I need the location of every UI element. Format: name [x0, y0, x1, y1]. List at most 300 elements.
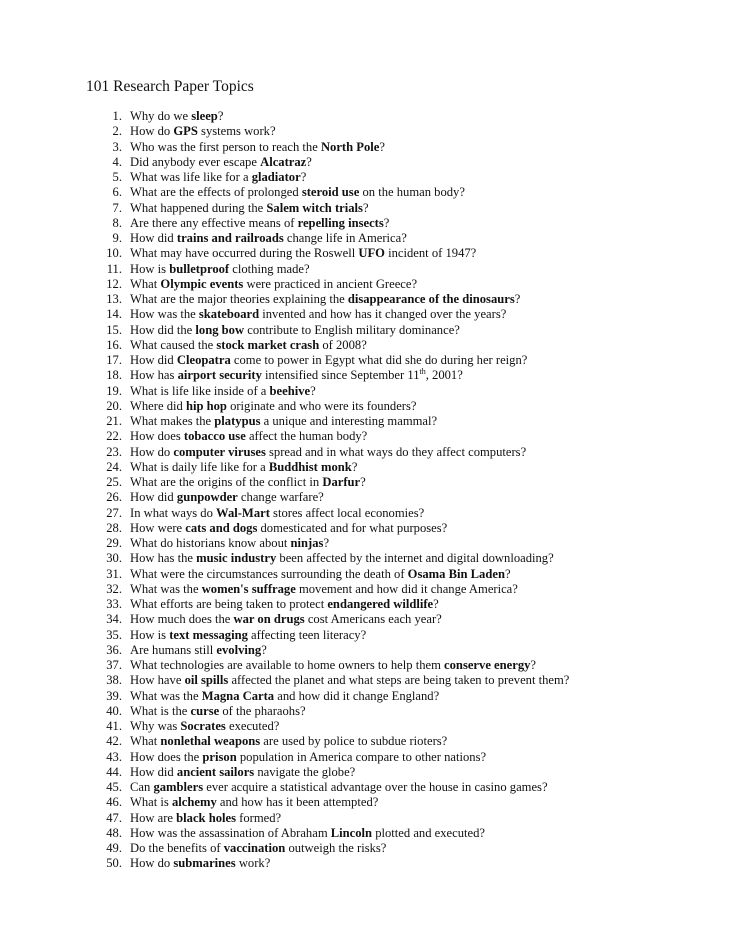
item-text-part: How did — [130, 764, 177, 779]
item-text-part: cost Americans each year? — [304, 612, 442, 627]
topic-keyword: Darfur — [322, 475, 361, 489]
item-number: 28. — [106, 520, 122, 535]
item-text — [130, 445, 526, 460]
item-number: 31. — [106, 566, 122, 581]
item-text — [130, 704, 306, 719]
item-text — [130, 551, 554, 566]
list-item — [86, 185, 569, 200]
list-item — [86, 307, 569, 322]
list-item — [86, 170, 569, 185]
item-text-part: How does — [130, 429, 184, 444]
list-item — [86, 536, 569, 551]
item-text-part: Do the benefits of — [130, 841, 224, 855]
item-text-part: ? — [360, 475, 366, 489]
item-number: 43. — [106, 749, 122, 764]
item-text-part: How much does the — [130, 612, 234, 627]
list-item — [86, 262, 569, 277]
item-number: 48. — [106, 825, 122, 840]
page-title: 101 Research Paper Topics — [86, 78, 254, 95]
item-text-part: How does the — [130, 749, 203, 764]
topic-keyword: skateboard — [198, 307, 260, 322]
item-text — [130, 170, 306, 185]
item-text — [130, 460, 357, 475]
list-item — [86, 246, 569, 261]
item-number: 37. — [106, 658, 122, 672]
item-text-part: population in America compare to other nations? — [236, 749, 487, 764]
item-text-part: How did — [130, 353, 177, 367]
item-text-part: of the pharaohs? — [219, 703, 306, 718]
item-text-part: Who was the first person to reach the — [130, 139, 321, 154]
item-text — [130, 567, 511, 582]
item-text — [130, 246, 476, 261]
item-text — [130, 811, 281, 826]
list-item — [86, 399, 569, 414]
item-text — [130, 277, 417, 292]
item-text-part: What efforts are being taken to protect — [130, 597, 328, 611]
topic-keyword: ninjas — [290, 536, 324, 550]
item-text — [130, 262, 310, 277]
item-number: 6. — [112, 185, 122, 200]
topic-keyword: Lincoln — [330, 825, 373, 840]
topic-keyword: Wal-Mart — [216, 505, 270, 520]
item-number: 9. — [112, 231, 122, 245]
item-text-part: navigate the globe? — [254, 764, 356, 779]
item-text-part: come to power in Egypt what did she do during her reign? — [230, 353, 528, 367]
item-text — [130, 231, 407, 246]
list-item — [86, 734, 569, 749]
item-text-part: How have — [130, 673, 185, 688]
item-text — [130, 323, 460, 338]
item-number: 16. — [106, 337, 122, 352]
topic-keyword: stock market crash — [216, 337, 320, 352]
list-item — [86, 201, 569, 216]
list-item — [86, 338, 569, 353]
list-item — [86, 490, 569, 505]
item-text-part: domesticated and for what purposes? — [257, 520, 448, 535]
item-text — [130, 597, 439, 612]
item-text-part: incident of 1947? — [384, 246, 477, 261]
topic-keyword: nonlethal weapons — [160, 734, 261, 749]
item-text-part: on the human body? — [359, 185, 465, 200]
item-text-part: How did — [130, 490, 177, 505]
topic-keyword: Buddhist monk — [268, 459, 352, 474]
item-text-part: stores affect local economies? — [269, 505, 425, 520]
item-number: 44. — [106, 764, 122, 779]
item-text-part: What is life like inside of a — [130, 383, 270, 398]
item-text-part: been affected by the internet and digital downloading? — [276, 551, 554, 566]
topic-keyword: gunpowder — [176, 490, 238, 505]
item-text-part: formed? — [236, 810, 282, 825]
item-text — [130, 734, 447, 749]
item-text-part: What is — [130, 795, 172, 810]
item-text — [130, 765, 355, 780]
list-item — [86, 445, 569, 460]
item-text — [130, 368, 463, 383]
topic-keyword: war on drugs — [233, 612, 305, 627]
item-text-part: invented and how has it changed over the years? — [259, 307, 507, 322]
topic-keyword: ancient sailors — [176, 764, 255, 779]
topic-keyword: Magna Carta — [201, 688, 275, 703]
item-text-part: change life in America? — [283, 231, 407, 245]
list-item — [86, 521, 569, 536]
item-text-part: How was the assassination of Abraham — [130, 825, 331, 840]
item-number: 13. — [106, 292, 122, 306]
list-item — [86, 384, 569, 399]
item-text-part: and how did it change England? — [274, 688, 440, 703]
item-number: 39. — [106, 688, 122, 703]
item-number: 14. — [106, 307, 122, 322]
item-text-part: outweigh the risks? — [285, 841, 387, 855]
list-item — [86, 109, 569, 124]
item-text-part: What makes the — [130, 414, 215, 428]
item-text-part: How is — [130, 261, 170, 276]
topic-keyword: text messaging — [169, 627, 248, 642]
item-text-part: What happened during the — [130, 200, 267, 215]
item-text — [130, 780, 548, 795]
list-item — [86, 826, 569, 841]
topic-keyword: gladiator — [251, 170, 301, 184]
item-text-part: ? — [323, 536, 330, 550]
topic-keyword: North Pole — [320, 139, 380, 154]
item-text — [130, 414, 437, 429]
list-item — [86, 551, 569, 566]
item-number: 11. — [106, 261, 122, 276]
topic-keyword: music industry — [196, 551, 277, 566]
item-text-part: What were the circumstances surrounding the death of — [130, 566, 408, 581]
item-text-part: ? — [514, 292, 521, 306]
item-number: 26. — [106, 490, 122, 505]
item-text-part: movement and how did it change America? — [295, 581, 518, 596]
item-text-part: How was the — [130, 307, 199, 322]
item-text-part: originate and who were its founders? — [226, 398, 417, 413]
item-text-part: What technologies are available to home owners to help them — [130, 658, 445, 672]
item-text-part: How do — [130, 444, 174, 459]
item-text-part: How do — [130, 856, 174, 871]
item-text — [130, 506, 424, 521]
item-text-part: How is — [130, 627, 170, 642]
list-item — [86, 429, 569, 444]
item-number: 49. — [106, 841, 122, 855]
list-item — [86, 140, 569, 155]
item-number: 24. — [106, 459, 122, 474]
item-text-part: How do — [130, 124, 174, 139]
item-text-part: Did anybody ever escape — [130, 154, 261, 169]
list-item — [86, 673, 569, 688]
item-number: 27. — [106, 505, 122, 520]
list-item — [86, 277, 569, 292]
topic-keyword: steroid use — [301, 185, 360, 200]
item-number: 41. — [106, 719, 122, 733]
item-text-part: What was life like for a — [130, 170, 252, 184]
list-item — [86, 856, 569, 871]
item-text-part: ? — [530, 658, 537, 672]
topic-keyword: gamblers — [153, 780, 204, 794]
item-text — [130, 582, 518, 597]
list-item — [86, 368, 569, 383]
item-text-part: intensified since September 11 — [261, 368, 420, 383]
item-text — [130, 338, 367, 353]
topic-keyword: hip hop — [185, 398, 227, 413]
item-number: 30. — [106, 551, 122, 566]
list-item — [86, 765, 569, 780]
item-number: 29. — [106, 536, 122, 550]
item-text — [130, 536, 329, 551]
list-item — [86, 582, 569, 597]
topic-keyword: Alcatraz — [260, 154, 307, 169]
list-item — [86, 231, 569, 246]
item-text-part: ? — [379, 139, 385, 154]
item-text — [130, 399, 416, 414]
item-text — [130, 719, 279, 734]
list-item — [86, 750, 569, 765]
item-text — [130, 750, 486, 765]
topic-keyword: Olympic events — [160, 276, 244, 291]
item-number: 38. — [106, 673, 122, 688]
item-text-part: What — [130, 734, 161, 749]
item-number: 34. — [106, 612, 122, 627]
item-text-part: What is the — [130, 703, 191, 718]
item-text — [130, 109, 223, 124]
item-number: 40. — [106, 703, 122, 718]
topic-keyword: sleep — [191, 109, 218, 123]
item-text-part: How did the — [130, 322, 196, 337]
item-number: 35. — [106, 627, 122, 642]
list-item — [86, 475, 569, 490]
item-text — [130, 841, 386, 856]
topic-keyword: trains and railroads — [176, 231, 284, 245]
item-text-part: and how has it been attempted? — [216, 795, 379, 810]
list-item — [86, 811, 569, 826]
item-number: 15. — [106, 322, 122, 337]
topic-keyword: oil spills — [184, 673, 229, 688]
item-text-part: ? — [362, 200, 369, 215]
item-text-part: spread and in what ways do they affect computers? — [265, 444, 527, 459]
item-text-part: ? — [383, 215, 390, 230]
item-text-part: Where did — [130, 398, 186, 413]
topic-keyword: vaccination — [223, 841, 286, 855]
item-text — [130, 124, 276, 139]
item-number: 1. — [112, 109, 122, 123]
list-item — [86, 780, 569, 795]
item-text — [130, 155, 312, 170]
topic-keyword: prison — [202, 749, 237, 764]
item-text-part: ? — [504, 566, 511, 581]
item-text-part: contribute to English military dominance? — [244, 322, 460, 337]
topic-keyword: GPS — [173, 124, 198, 139]
list-item — [86, 795, 569, 810]
item-text-part: How are — [130, 810, 177, 825]
item-text — [130, 140, 385, 155]
item-number: 7. — [112, 200, 122, 215]
item-text-part: What may have occurred during the Roswell — [130, 246, 359, 261]
list-item — [86, 460, 569, 475]
item-number: 50. — [106, 856, 122, 871]
item-text — [130, 429, 367, 444]
item-text-part: ? — [261, 642, 267, 657]
item-text-part: affecting teen literacy? — [247, 627, 367, 642]
item-text-part: change warfare? — [237, 490, 324, 505]
ordinal-suffix: th — [419, 367, 426, 377]
topic-keyword: airport security — [177, 368, 262, 383]
topic-keyword: disappearance of the dinosaurs — [347, 292, 515, 306]
item-text-part: executed? — [225, 719, 280, 733]
item-text — [130, 216, 389, 231]
topic-keyword: conserve energy — [444, 658, 531, 672]
item-number: 47. — [106, 810, 122, 825]
topic-keyword: alchemy — [171, 795, 217, 810]
item-text — [130, 521, 447, 536]
item-text — [130, 643, 267, 658]
topic-list — [86, 109, 569, 872]
item-text — [130, 856, 270, 871]
item-text-part: How were — [130, 520, 186, 535]
item-text — [130, 384, 316, 399]
list-item — [86, 719, 569, 734]
list-item — [86, 643, 569, 658]
item-text-part: were practiced in ancient Greece? — [243, 276, 418, 291]
item-text-part: What was the — [130, 581, 202, 596]
topic-keyword: evolving — [216, 642, 262, 657]
list-item — [86, 216, 569, 231]
item-text-part: What — [130, 276, 161, 291]
item-text — [130, 490, 324, 505]
item-number: 23. — [106, 444, 122, 459]
topic-keyword: curse — [190, 703, 220, 718]
topic-keyword: cats and dogs — [185, 520, 258, 535]
list-item — [86, 567, 569, 582]
item-number: 46. — [106, 795, 122, 810]
item-text-part: What is daily life like for a — [130, 459, 269, 474]
item-text-part: What do historians know about — [130, 536, 291, 550]
list-item — [86, 658, 569, 673]
item-text-part: ? — [306, 154, 312, 169]
list-item — [86, 597, 569, 612]
item-text-part: ? — [310, 383, 316, 398]
item-text-part: ? — [433, 597, 439, 611]
item-text-part: ? — [351, 459, 358, 474]
item-text-part: ? — [217, 109, 224, 123]
list-item — [86, 841, 569, 856]
item-text — [130, 353, 527, 368]
item-text-part: What are the origins of the conflict in — [130, 475, 323, 489]
item-text — [130, 292, 520, 307]
item-text-part: Why was — [130, 719, 181, 733]
item-text — [130, 185, 465, 200]
item-number: 8. — [112, 215, 122, 230]
item-text-part: work? — [235, 856, 271, 871]
list-item — [86, 353, 569, 368]
topic-keyword: women's suffrage — [201, 581, 296, 596]
item-number: 45. — [106, 780, 122, 794]
item-number: 4. — [112, 154, 122, 169]
topic-keyword: submarines — [173, 856, 236, 871]
item-text-part: affected the planet and what steps are being taken to prevent them? — [228, 673, 570, 688]
topic-keyword: black holes — [176, 810, 237, 825]
topic-keyword: tobacco use — [183, 429, 246, 444]
item-text-part: clothing made? — [229, 261, 310, 276]
item-text-part: , 2001? — [425, 368, 463, 383]
item-text-part: How did — [130, 231, 177, 245]
item-text-part: Why do we — [130, 109, 192, 123]
item-text — [130, 826, 485, 841]
list-item — [86, 612, 569, 627]
item-number: 25. — [106, 475, 122, 489]
item-number: 12. — [106, 276, 122, 291]
item-text — [130, 475, 366, 490]
item-text-part: ? — [300, 170, 307, 184]
item-text-part: Are humans still — [130, 642, 217, 657]
list-item — [86, 414, 569, 429]
item-number: 22. — [106, 429, 122, 444]
item-number: 20. — [106, 398, 122, 413]
topic-keyword: Socrates — [180, 719, 226, 733]
list-item — [86, 155, 569, 170]
item-text — [130, 307, 506, 322]
item-text — [130, 673, 569, 688]
item-text-part: ever acquire a statistical advantage over the house in casino games? — [203, 780, 548, 794]
topic-keyword: Cleopatra — [176, 353, 231, 367]
item-number: 5. — [112, 170, 122, 184]
topic-keyword: Osama Bin Laden — [407, 566, 505, 581]
item-number: 18. — [106, 368, 122, 383]
item-text — [130, 795, 378, 810]
topic-keyword: beehive — [269, 383, 311, 398]
item-text-part: In what ways do — [130, 505, 217, 520]
list-item — [86, 292, 569, 307]
topic-keyword: repelling insects — [297, 215, 384, 230]
item-text — [130, 689, 439, 704]
item-text-part: What caused the — [130, 337, 217, 352]
item-text-part: Can — [130, 780, 154, 794]
item-number: 17. — [106, 353, 122, 367]
topic-keyword: Salem witch trials — [266, 200, 363, 215]
topic-keyword: UFO — [358, 246, 385, 261]
item-text — [130, 201, 369, 216]
list-item — [86, 689, 569, 704]
item-text-part: of 2008? — [319, 337, 367, 352]
item-number: 42. — [106, 734, 122, 749]
item-text-part: Are there any effective means of — [130, 215, 298, 230]
list-item — [86, 506, 569, 521]
topic-keyword: long bow — [195, 322, 245, 337]
item-text — [130, 612, 442, 627]
topic-keyword: computer viruses — [173, 444, 266, 459]
list-item — [86, 704, 569, 719]
topic-keyword: platypus — [214, 414, 261, 428]
item-number: 2. — [112, 124, 122, 139]
list-item — [86, 323, 569, 338]
item-number: 10. — [106, 246, 122, 261]
item-number: 33. — [106, 597, 122, 611]
item-text — [130, 628, 366, 643]
item-text-part: plotted and executed? — [372, 825, 486, 840]
item-number: 3. — [112, 139, 122, 154]
list-item — [86, 124, 569, 139]
item-text-part: What are the major theories explaining the — [130, 292, 348, 306]
item-text — [130, 658, 536, 673]
item-text-part: affect the human body? — [245, 429, 368, 444]
item-text-part: How has the — [130, 551, 197, 566]
item-text-part: systems work? — [197, 124, 276, 139]
topic-keyword: endangered wildlife — [327, 597, 434, 611]
item-text-part: are used by police to subdue rioters? — [260, 734, 448, 749]
item-text-part: What was the — [130, 688, 202, 703]
item-number: 36. — [106, 642, 122, 657]
topic-keyword: bulletproof — [169, 261, 230, 276]
item-number: 32. — [106, 581, 122, 596]
item-number: 21. — [106, 414, 122, 428]
item-number: 19. — [106, 383, 122, 398]
